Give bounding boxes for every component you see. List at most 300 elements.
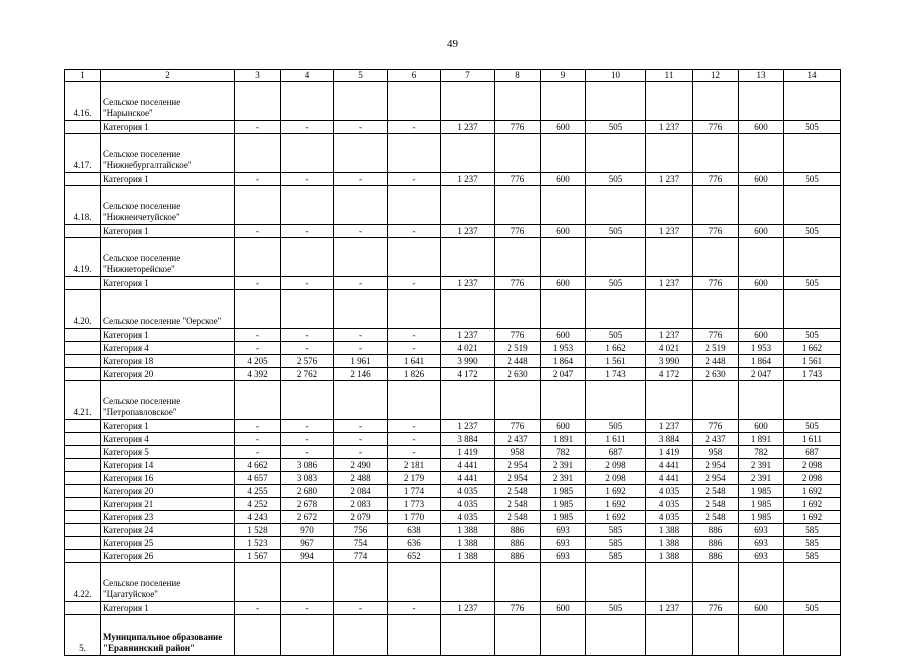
value-cell: 2 391 (739, 459, 784, 472)
value-cell: 4 441 (441, 459, 495, 472)
column-header: 9 (541, 70, 586, 82)
empty-cell (784, 290, 841, 329)
value-cell: 1 953 (541, 342, 586, 355)
empty-cell (541, 134, 586, 173)
empty-cell (541, 186, 586, 225)
value-cell: 2 678 (281, 498, 334, 511)
value-cell: 4 657 (235, 472, 281, 485)
value-cell: 1 237 (441, 225, 495, 238)
empty-cell (541, 563, 586, 602)
section-number-cell: 4.17. (65, 134, 101, 173)
category-name-cell: Категория 24 (101, 524, 235, 537)
empty-cell (541, 290, 586, 329)
empty-cell (388, 290, 441, 329)
empty-cell (586, 82, 646, 121)
row-number-cell (65, 342, 101, 355)
value-cell: 600 (739, 420, 784, 433)
value-cell: 2 181 (388, 459, 441, 472)
value-cell: - (235, 277, 281, 290)
value-cell: 3 884 (441, 433, 495, 446)
value-cell: 600 (739, 277, 784, 290)
empty-cell (388, 134, 441, 173)
category-row (65, 420, 841, 433)
row-number-cell (65, 498, 101, 511)
value-cell: 2 519 (495, 342, 541, 355)
empty-cell (388, 82, 441, 121)
column-header: 8 (495, 70, 541, 82)
value-cell: 1 388 (441, 537, 495, 550)
empty-cell (441, 186, 495, 225)
value-cell: 2 672 (281, 511, 334, 524)
value-cell: 4 021 (646, 342, 693, 355)
empty-cell (646, 615, 693, 656)
value-cell: 756 (334, 524, 388, 537)
value-cell: 505 (586, 173, 646, 186)
empty-cell (441, 381, 495, 420)
category-name-cell: Категория 20 (101, 485, 235, 498)
value-cell: 1 692 (784, 511, 841, 524)
column-header: 11 (646, 70, 693, 82)
value-cell: 600 (541, 225, 586, 238)
value-cell: 1 985 (541, 485, 586, 498)
empty-cell (646, 381, 693, 420)
value-cell: 1 388 (441, 524, 495, 537)
value-cell: - (334, 420, 388, 433)
value-cell: 1 864 (739, 355, 784, 368)
value-cell: 886 (693, 550, 739, 563)
value-cell: 600 (541, 329, 586, 342)
value-cell: 505 (586, 420, 646, 433)
category-name-cell: Категория 5 (101, 446, 235, 459)
value-cell: 886 (693, 524, 739, 537)
empty-cell (441, 82, 495, 121)
value-cell: - (235, 121, 281, 134)
settlement-row (65, 563, 841, 602)
value-cell: 1 774 (388, 485, 441, 498)
value-cell: 1 953 (739, 342, 784, 355)
value-cell: - (388, 225, 441, 238)
value-cell: - (235, 420, 281, 433)
empty-cell (541, 82, 586, 121)
value-cell: 2 098 (586, 459, 646, 472)
empty-cell (235, 134, 281, 173)
value-cell: - (235, 173, 281, 186)
settlement-row (65, 290, 841, 329)
value-cell: 1 961 (334, 355, 388, 368)
value-cell: 4 662 (235, 459, 281, 472)
settlement-name-cell: Сельское поселение "Нижнеичетуйское" (101, 186, 235, 225)
empty-cell (586, 238, 646, 277)
empty-cell (541, 381, 586, 420)
value-cell: - (334, 121, 388, 134)
settlement-name-cell: Сельское поселение "Нарынское" (101, 82, 235, 121)
category-name-cell: Категория 26 (101, 550, 235, 563)
value-cell: 4 252 (235, 498, 281, 511)
value-cell: 1 692 (784, 485, 841, 498)
row-number-cell (65, 511, 101, 524)
value-cell: 4 035 (646, 511, 693, 524)
value-cell: 505 (784, 121, 841, 134)
value-cell: 782 (541, 446, 586, 459)
empty-cell (739, 82, 784, 121)
empty-cell (281, 186, 334, 225)
value-cell: 2 098 (784, 472, 841, 485)
empty-cell (235, 82, 281, 121)
category-row (65, 472, 841, 485)
row-number-cell (65, 550, 101, 563)
value-cell: 693 (541, 550, 586, 563)
category-row (65, 342, 841, 355)
row-number-cell (65, 433, 101, 446)
empty-cell (334, 82, 388, 121)
column-header: 10 (586, 70, 646, 82)
empty-cell (334, 238, 388, 277)
empty-cell (693, 563, 739, 602)
value-cell: 886 (495, 537, 541, 550)
category-row (65, 498, 841, 511)
value-cell: 1 237 (441, 121, 495, 134)
value-cell: 1 985 (739, 511, 784, 524)
value-cell: 1 388 (646, 537, 693, 550)
value-cell: 2 079 (334, 511, 388, 524)
empty-cell (784, 238, 841, 277)
value-cell: 776 (693, 173, 739, 186)
empty-cell (281, 615, 334, 656)
value-cell: 1 561 (784, 355, 841, 368)
value-cell: 1 237 (441, 420, 495, 433)
value-cell: 505 (784, 602, 841, 615)
value-cell: 693 (739, 550, 784, 563)
value-cell: 2 391 (541, 472, 586, 485)
value-cell: 652 (388, 550, 441, 563)
value-cell: 585 (586, 537, 646, 550)
value-cell: 2 548 (693, 511, 739, 524)
empty-cell (495, 82, 541, 121)
value-cell: 970 (281, 524, 334, 537)
empty-cell (495, 563, 541, 602)
empty-cell (693, 615, 739, 656)
value-cell: 600 (739, 329, 784, 342)
value-cell: 4 172 (646, 368, 693, 381)
category-name-cell: Категория 1 (101, 277, 235, 290)
value-cell: - (235, 225, 281, 238)
value-cell: 967 (281, 537, 334, 550)
row-number-cell (65, 537, 101, 550)
value-cell: 505 (586, 225, 646, 238)
empty-cell (441, 615, 495, 656)
column-header: 1 (65, 70, 101, 82)
row-number-cell (65, 420, 101, 433)
settlement-name-cell: Сельское поселение "Нижнебургалтайское" (101, 134, 235, 173)
category-row (65, 537, 841, 550)
value-cell: 776 (495, 420, 541, 433)
category-row (65, 446, 841, 459)
empty-cell (586, 615, 646, 656)
value-cell: 693 (541, 524, 586, 537)
value-cell: - (235, 329, 281, 342)
category-row (65, 524, 841, 537)
value-cell: - (334, 433, 388, 446)
column-header: 5 (334, 70, 388, 82)
value-cell: 1 567 (235, 550, 281, 563)
empty-cell (586, 381, 646, 420)
value-cell: 2 680 (281, 485, 334, 498)
row-number-cell (65, 277, 101, 290)
value-cell: 2 954 (495, 459, 541, 472)
value-cell: 1 388 (646, 524, 693, 537)
municipality-row (65, 615, 841, 656)
value-cell: 2 437 (693, 433, 739, 446)
empty-cell (388, 238, 441, 277)
municipality-name-cell: Муниципальное образование "Еравнинский район" (101, 615, 235, 656)
empty-cell (784, 82, 841, 121)
value-cell: 4 255 (235, 485, 281, 498)
value-cell: 958 (495, 446, 541, 459)
empty-cell (235, 186, 281, 225)
empty-cell (784, 563, 841, 602)
value-cell: 1 985 (541, 511, 586, 524)
value-cell: 1 891 (739, 433, 784, 446)
category-row (65, 459, 841, 472)
value-cell: 1 743 (586, 368, 646, 381)
empty-cell (739, 290, 784, 329)
value-cell: 1 561 (586, 355, 646, 368)
value-cell: 1 237 (646, 173, 693, 186)
value-cell: - (235, 602, 281, 615)
value-cell: 1 388 (441, 550, 495, 563)
value-cell: 1 611 (784, 433, 841, 446)
value-cell: - (281, 277, 334, 290)
category-row (65, 277, 841, 290)
value-cell: 4 035 (441, 485, 495, 498)
value-cell: 4 035 (441, 511, 495, 524)
value-cell: - (281, 225, 334, 238)
value-cell: 776 (693, 277, 739, 290)
value-cell: 2 391 (541, 459, 586, 472)
value-cell: 585 (784, 537, 841, 550)
value-cell: 4 035 (646, 498, 693, 511)
value-cell: 1 770 (388, 511, 441, 524)
empty-cell (281, 82, 334, 121)
value-cell: 2 954 (693, 472, 739, 485)
column-header: 2 (101, 70, 235, 82)
empty-cell (784, 615, 841, 656)
value-cell: 754 (334, 537, 388, 550)
value-cell: - (334, 342, 388, 355)
value-cell: 1 773 (388, 498, 441, 511)
empty-cell (693, 381, 739, 420)
value-cell: 2 437 (495, 433, 541, 446)
empty-cell (388, 563, 441, 602)
column-header: 14 (784, 70, 841, 82)
empty-cell (693, 82, 739, 121)
category-name-cell: Категория 1 (101, 121, 235, 134)
value-cell: 505 (586, 602, 646, 615)
value-cell: 1 237 (646, 329, 693, 342)
value-cell: - (281, 173, 334, 186)
value-cell: - (388, 277, 441, 290)
section-number-cell: 4.22. (65, 563, 101, 602)
value-cell: 994 (281, 550, 334, 563)
empty-cell (388, 615, 441, 656)
empty-cell (646, 563, 693, 602)
value-cell: - (388, 420, 441, 433)
value-cell: 2 083 (334, 498, 388, 511)
value-cell: 1 388 (646, 550, 693, 563)
settlement-name-cell: Сельское поселение "Оерское" (101, 290, 235, 329)
value-cell: 1 419 (441, 446, 495, 459)
value-cell: 4 441 (646, 472, 693, 485)
empty-cell (235, 615, 281, 656)
category-name-cell: Категория 1 (101, 420, 235, 433)
value-cell: 2 548 (495, 511, 541, 524)
empty-cell (739, 615, 784, 656)
row-number-cell (65, 173, 101, 186)
value-cell: 1 237 (646, 420, 693, 433)
row-number-cell (65, 602, 101, 615)
value-cell: - (388, 342, 441, 355)
row-number-cell (65, 368, 101, 381)
value-cell: 638 (388, 524, 441, 537)
column-header: 4 (281, 70, 334, 82)
settlement-row (65, 381, 841, 420)
value-cell: 505 (784, 225, 841, 238)
value-cell: 958 (693, 446, 739, 459)
value-cell: 600 (541, 173, 586, 186)
category-row (65, 225, 841, 238)
category-row (65, 368, 841, 381)
column-header: 7 (441, 70, 495, 82)
empty-cell (281, 290, 334, 329)
empty-cell (334, 134, 388, 173)
row-number-cell (65, 524, 101, 537)
value-cell: 687 (586, 446, 646, 459)
value-cell: - (334, 602, 388, 615)
category-row (65, 433, 841, 446)
value-cell: 776 (495, 173, 541, 186)
value-cell: 600 (739, 173, 784, 186)
category-name-cell: Категория 1 (101, 329, 235, 342)
value-cell: 776 (693, 225, 739, 238)
value-cell: 1 692 (586, 485, 646, 498)
empty-cell (739, 563, 784, 602)
value-cell: 4 205 (235, 355, 281, 368)
value-cell: 2 488 (334, 472, 388, 485)
value-cell: 600 (739, 121, 784, 134)
value-cell: 693 (739, 524, 784, 537)
value-cell: 1 237 (441, 602, 495, 615)
empty-cell (646, 134, 693, 173)
value-cell: - (281, 329, 334, 342)
value-cell: - (388, 329, 441, 342)
value-cell: 1 864 (541, 355, 586, 368)
empty-cell (693, 290, 739, 329)
empty-cell (235, 563, 281, 602)
value-cell: - (388, 446, 441, 459)
value-cell: 1 237 (646, 602, 693, 615)
category-name-cell: Категория 14 (101, 459, 235, 472)
empty-cell (235, 381, 281, 420)
row-number-cell (65, 459, 101, 472)
empty-cell (495, 290, 541, 329)
value-cell: 1 237 (441, 277, 495, 290)
value-cell: 693 (541, 537, 586, 550)
category-name-cell: Категория 4 (101, 433, 235, 446)
empty-cell (388, 186, 441, 225)
value-cell: 505 (784, 420, 841, 433)
value-cell: 600 (541, 121, 586, 134)
value-cell: 3 083 (281, 472, 334, 485)
value-cell: 776 (495, 277, 541, 290)
value-cell: 1 237 (646, 121, 693, 134)
settlement-name-cell: Сельское поселение "Петропавловское" (101, 381, 235, 420)
value-cell: - (334, 173, 388, 186)
value-cell: 2 146 (334, 368, 388, 381)
value-cell: 2 630 (495, 368, 541, 381)
empty-cell (334, 290, 388, 329)
value-cell: 1 528 (235, 524, 281, 537)
value-cell: - (334, 329, 388, 342)
value-cell: 505 (784, 329, 841, 342)
value-cell: - (235, 433, 281, 446)
empty-cell (739, 186, 784, 225)
value-cell: 693 (739, 537, 784, 550)
empty-cell (495, 186, 541, 225)
category-row (65, 550, 841, 563)
value-cell: 886 (495, 550, 541, 563)
column-header: 12 (693, 70, 739, 82)
category-name-cell: Категория 4 (101, 342, 235, 355)
value-cell: 4 035 (646, 485, 693, 498)
value-cell: 1 743 (784, 368, 841, 381)
empty-cell (693, 134, 739, 173)
empty-cell (281, 381, 334, 420)
column-header: 6 (388, 70, 441, 82)
empty-cell (334, 615, 388, 656)
value-cell: 1 985 (541, 498, 586, 511)
value-cell: 1 237 (441, 329, 495, 342)
value-cell: 2 047 (541, 368, 586, 381)
value-cell: - (281, 342, 334, 355)
category-name-cell: Категория 23 (101, 511, 235, 524)
value-cell: 3 884 (646, 433, 693, 446)
value-cell: 1 237 (646, 277, 693, 290)
category-name-cell: Категория 1 (101, 173, 235, 186)
settlement-row (65, 134, 841, 173)
category-row (65, 121, 841, 134)
empty-cell (693, 186, 739, 225)
empty-cell (441, 563, 495, 602)
settlement-row (65, 82, 841, 121)
value-cell: - (388, 121, 441, 134)
value-cell: - (334, 446, 388, 459)
value-cell: 2 630 (693, 368, 739, 381)
value-cell: 1 662 (784, 342, 841, 355)
value-cell: 886 (693, 537, 739, 550)
category-row (65, 355, 841, 368)
value-cell: 1 237 (441, 173, 495, 186)
empty-cell (784, 134, 841, 173)
value-cell: 2 954 (693, 459, 739, 472)
value-cell: 2 448 (495, 355, 541, 368)
row-number-cell (65, 329, 101, 342)
category-row (65, 329, 841, 342)
row-number-cell (65, 485, 101, 498)
value-cell: 2 179 (388, 472, 441, 485)
value-cell: 2 448 (693, 355, 739, 368)
value-cell: 585 (784, 524, 841, 537)
value-cell: - (388, 602, 441, 615)
